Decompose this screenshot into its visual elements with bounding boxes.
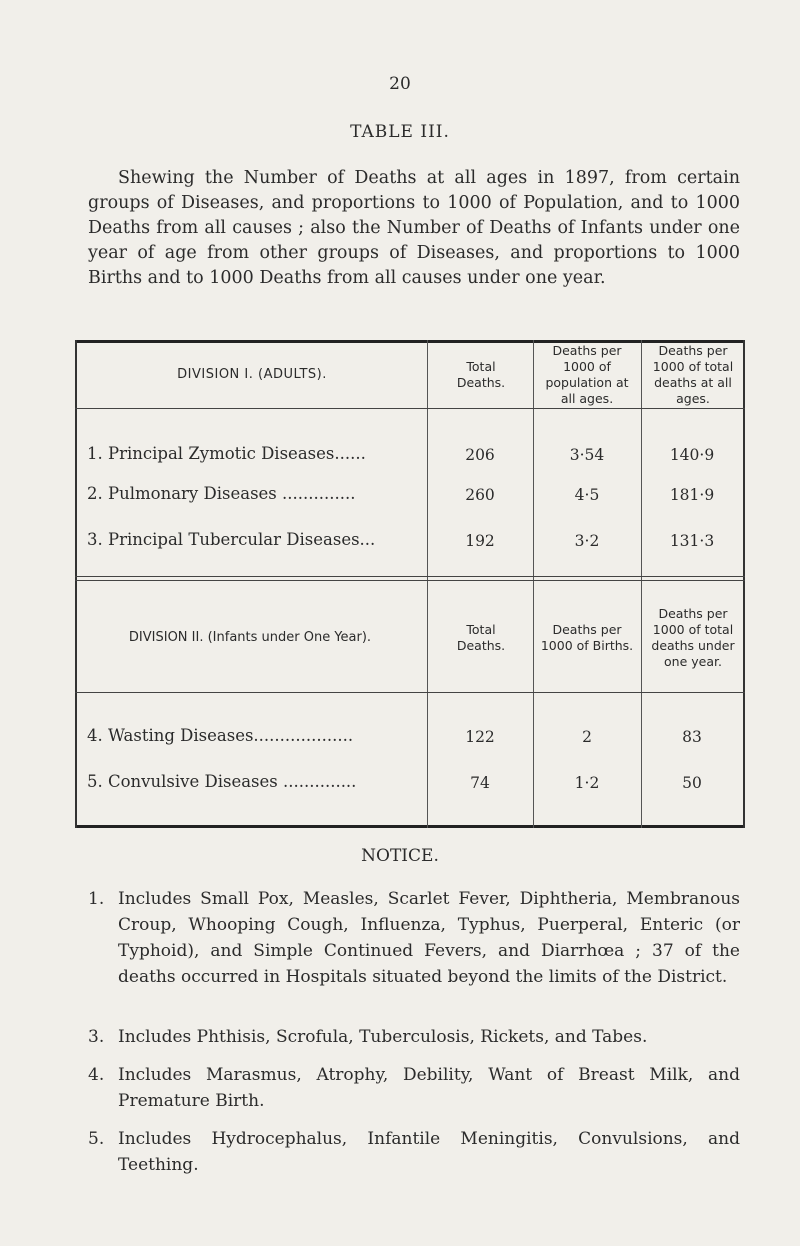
division1-row-3-per-deaths: 131·3: [669, 532, 715, 550]
column-divider-2: [533, 340, 534, 828]
division1-header-rule: [75, 408, 745, 409]
notice-item-number: 3.: [88, 1027, 105, 1047]
division1-per-population-header: Deaths per 1000 of population at all ages.: [545, 343, 629, 406]
intro-paragraph: Shewing the Number of Deaths at all ages in 1897, from certain groups of Diseases, and proportions to 1000 of Population, and to 1000 Deaths from all causes ; also the Number of Deaths of Infants under one year of age from other groups of Diseases, and proportions to 1000 Births and to 1000 Deaths from all causes under one year.: [88, 168, 740, 288]
division-separator-b: [75, 580, 745, 581]
division2-row-5-label: 5. Convulsive Diseases ..............: [87, 772, 357, 791]
notice-item-text: Includes Small Pox, Measles, Scarlet Fever, Diphtheria, Membranous Croup, Whooping Cough, Influenza, Typhus, Puerperal, Enteric (or Typhoid), and Simple Continued Fevers, and Diarrhœa ; 37 of the deaths occurred in Hospitals situated beyond the limits of the District.: [118, 889, 740, 987]
division1-per-deaths-header: Deaths per 1000 of total deaths at all ages.: [652, 343, 734, 406]
division2-row-4-total: 122: [465, 728, 495, 746]
division1-row-3-total: 192: [465, 532, 495, 550]
division2-row-5-per-deaths: 50: [682, 774, 702, 792]
notice-item-number: 5.: [88, 1129, 105, 1149]
division1-row-3-per-population: 3·2: [574, 532, 600, 550]
notice-item-number: 4.: [88, 1065, 105, 1085]
division2-row-5-total: 74: [470, 774, 490, 792]
notice-item-4: [88, 1062, 740, 1114]
division1-row-1-per-deaths: 140·9: [669, 446, 715, 464]
division2-row-4-per-deaths: 83: [682, 728, 702, 746]
division1-row-2-per-population: 4·5: [574, 486, 600, 504]
table-right-border: [743, 340, 745, 828]
division2-heading: DIVISION II. (Infants under One Year).: [128, 629, 372, 645]
division1-row-2-per-deaths: 181·9: [669, 486, 715, 504]
division2-row-4-label: 4. Wasting Diseases...................: [87, 726, 354, 745]
division1-row-3-label: 3. Principal Tubercular Diseases...: [87, 530, 376, 549]
notice-item-text: Includes Marasmus, Atrophy, Debility, Want of Breast Milk, and Premature Birth.: [118, 1065, 740, 1111]
page-number: 20: [389, 74, 411, 94]
notice-item-3: [88, 1024, 740, 1050]
division1-heading: DIVISION I. (ADULTS).: [177, 367, 327, 382]
division1-total-deaths-header: Total Deaths.: [456, 359, 506, 390]
division1-row-1-per-population: 3·54: [569, 446, 605, 464]
division1-row-2-total: 260: [465, 486, 495, 504]
column-divider-3: [641, 340, 642, 828]
division2-header-rule: [75, 692, 745, 693]
notice-item-1: [88, 886, 740, 990]
division1-row-1-label: 1. Principal Zymotic Diseases......: [87, 444, 366, 463]
division-separator-a: [75, 576, 745, 577]
division2-per-births-header: Deaths per 1000 of Births.: [540, 621, 634, 653]
notice-item-text: Includes Hydrocephalus, Infantile Meningitis, Convulsions, and Teething.: [118, 1129, 740, 1175]
division2-total-deaths-header: Total Deaths.: [456, 621, 506, 653]
table-bottom-rule: [75, 825, 745, 828]
column-divider-1: [427, 340, 428, 828]
table-title: TABLE III.: [350, 122, 450, 142]
notice-title: NOTICE.: [361, 846, 439, 866]
table-left-border: [75, 340, 77, 828]
division2-row-4-per-births: 2: [582, 728, 592, 746]
division1-row-2-label: 2. Pulmonary Diseases ..............: [87, 484, 356, 503]
division2-per-deaths-header: Deaths per 1000 of total deaths under one year.: [651, 605, 735, 669]
notice-item-number: 1.: [88, 889, 105, 909]
mortality-table: [75, 340, 745, 828]
division1-row-1-total: 206: [465, 446, 495, 464]
notice-item-5: [88, 1126, 740, 1178]
notice-item-text: Includes Phthisis, Scrofula, Tuberculosis, Rickets, and Tabes.: [118, 1027, 648, 1047]
division2-row-5-per-births: 1·2: [574, 774, 600, 792]
